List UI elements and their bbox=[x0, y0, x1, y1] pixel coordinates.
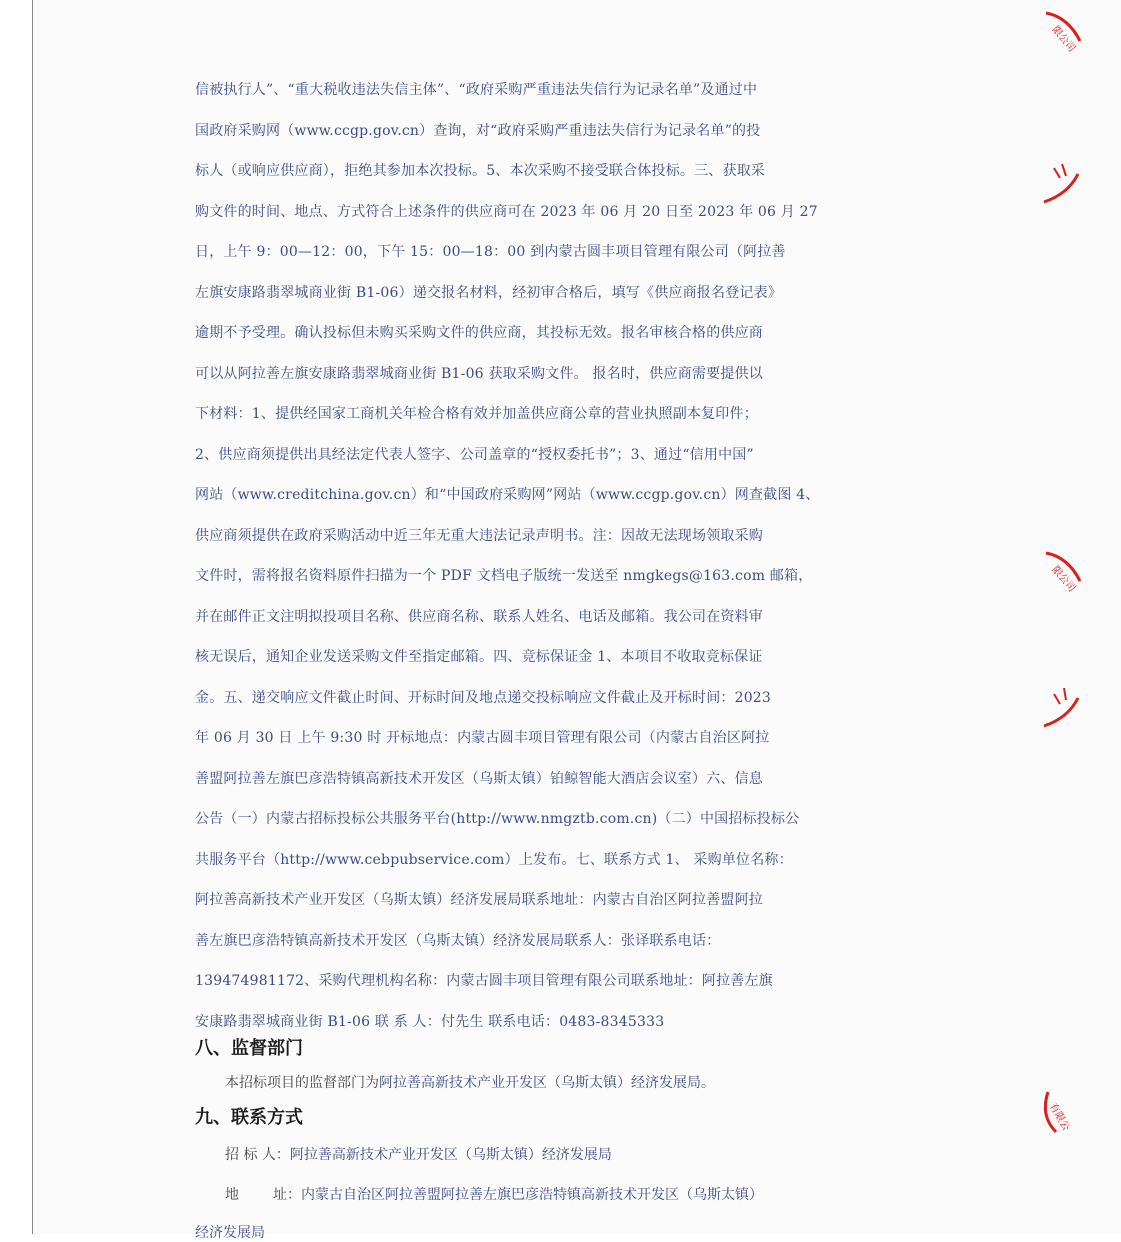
address-label-end: 址： bbox=[273, 1187, 301, 1203]
body-line: 日，上午 9：00—12：00，下午 15：00—18：00 到内蒙古圆丰项目管理有限公司（阿拉善 bbox=[195, 244, 786, 260]
body-text bbox=[195, 70, 907, 1042]
seal-stamp-2 bbox=[1038, 156, 1088, 206]
seal-stamp-4 bbox=[1038, 680, 1088, 730]
address-label-start: 地 bbox=[225, 1187, 239, 1203]
address-value: 内蒙古自治区阿拉善盟阿拉善左旗巴彦浩特镇高新技术开发区（乌斯太镇） bbox=[301, 1187, 763, 1203]
body-line: 下材料：1、提供经国家工商机关年检合格有效并加盖供应商公章的营业执照副本复印件； bbox=[195, 406, 758, 422]
seal-3-text: 限公司 bbox=[1049, 564, 1078, 595]
body-line: 善左旗巴彦浩特镇高新技术开发区（乌斯太镇）经济发展局联系人：张译联系电话： bbox=[195, 932, 721, 949]
body-line: 核无误后，通知企业发送采购文件至指定邮箱。四、竞标保证金 1、本项目不收取竞标保证 bbox=[195, 649, 763, 665]
body-line: 金。五、递交响应文件截止时间、开标时间及地点递交投标响应文件截止及开标时间：2023 bbox=[195, 689, 772, 706]
body-line: 文件时，需将报名资料原件扫描为一个 PDF 文档电子版统一发送至 nmgkegs@163.com 邮箱， bbox=[195, 568, 813, 584]
seal-5-text: 有限公 bbox=[1046, 1101, 1072, 1133]
body-line: 安康路翡翠城商业街 B1-06 联 系 人：付先生 联系电话：0483-8345333 bbox=[195, 1013, 665, 1030]
body-line: 左旗安康路翡翠城商业街 B1-06）递交报名材料，经初审合格后，填写《供应商报名登记表》 bbox=[195, 284, 782, 301]
tenderer-value: 阿拉善高新技术产业开发区（乌斯太镇）经济发展局 bbox=[289, 1147, 612, 1163]
seal-stamp-3 bbox=[1038, 545, 1088, 595]
body-line: 善盟阿拉善左旗巴彦浩特镇高新技术开发区（乌斯太镇）铂鲸智能大酒店会议室）六、信息 bbox=[195, 770, 763, 787]
body-line: 供应商须提供在政府采购活动中近三年无重大违法记录声明书。注：因故无法现场领取采购 bbox=[195, 527, 763, 544]
body-line: 标人（或响应供应商），拒绝其参加本次投标。5、本次采购不接受联合体投标。三、获取采 bbox=[195, 163, 766, 179]
address-line bbox=[225, 1184, 763, 1204]
seal-stamp-1 bbox=[1038, 5, 1088, 55]
body-line: 共服务平台（http://www.cebpubservice.com）上发布。七、联系方式 1、 采购单位名称： bbox=[195, 851, 793, 868]
address-continuation bbox=[195, 1222, 265, 1242]
section-8-heading: 八、监督部门 bbox=[195, 1038, 303, 1059]
section-8-text-value: 阿拉善高新技术产业开发区（乌斯太镇）经济发展局。 bbox=[379, 1075, 715, 1091]
body-line: 并在邮件正文注明拟投项目名称、供应商名称、联系人姓名、电话及邮箱。我公司在资料审 bbox=[195, 608, 763, 625]
body-line: 网站（www.creditchina.gov.cn）和“中国政府采购网”网站（www.ccgp.gov.cn）网查截图 4、 bbox=[195, 487, 820, 503]
body-line: 信被执行人”、“重大税收违法失信主体”、“政府采购严重违法失信行为记录名单”及通过中 bbox=[195, 82, 758, 98]
body-line: 公告（一）内蒙古招标投标公共服务平台(http://www.nmgztb.com.cn)（二）中国招标投标公 bbox=[195, 811, 800, 827]
seal-1-text: 限公司 bbox=[1049, 24, 1078, 55]
seal-stamp-5 bbox=[1038, 1086, 1088, 1136]
section-9-heading: 九、联系方式 bbox=[195, 1107, 303, 1128]
body-line: 139474981172、采购代理机构名称：内蒙古圆丰项目管理有限公司联系地址：阿拉善左旗 bbox=[195, 973, 773, 989]
body-line: 逾期不予受理。确认投标但未购买采购文件的供应商，其投标无效。报名审核合格的供应商 bbox=[195, 325, 763, 341]
body-line: 2、供应商须提供出具经法定代表人签字、公司盖章的“授权委托书”；3、通过“信用中国” bbox=[195, 446, 754, 463]
body-line: 阿拉善高新技术产业开发区（乌斯太镇）经济发展局联系地址：内蒙古自治区阿拉善盟阿拉 bbox=[195, 892, 763, 908]
body-line: 购文件的时间、地点、方式符合上述条件的供应商可在 2023 年 06 月 20 日至 2023 年 06 月 27 bbox=[195, 203, 818, 220]
address-cont-value: 经济发展局 bbox=[195, 1225, 265, 1241]
section-8-text bbox=[225, 1072, 715, 1092]
body-line: 可以从阿拉善左旗安康路翡翠城商业街 B1-06 获取采购文件。 报名时，供应商需要提供以 bbox=[195, 365, 763, 382]
body-line: 国政府采购网（www.ccgp.gov.cn）查询，对“政府采购严重违法失信行为记录名单”的投 bbox=[195, 122, 761, 139]
body-line: 年 06 月 30 日 上午 9:30 时 开标地点：内蒙古圆丰项目管理有限公司（内蒙古自治区阿拉 bbox=[195, 730, 770, 746]
tenderer-label: 招 标 人： bbox=[225, 1147, 290, 1163]
section-8-text-prefix: 本招标项目的监督部门为 bbox=[225, 1075, 379, 1091]
tenderer-line bbox=[225, 1144, 612, 1164]
